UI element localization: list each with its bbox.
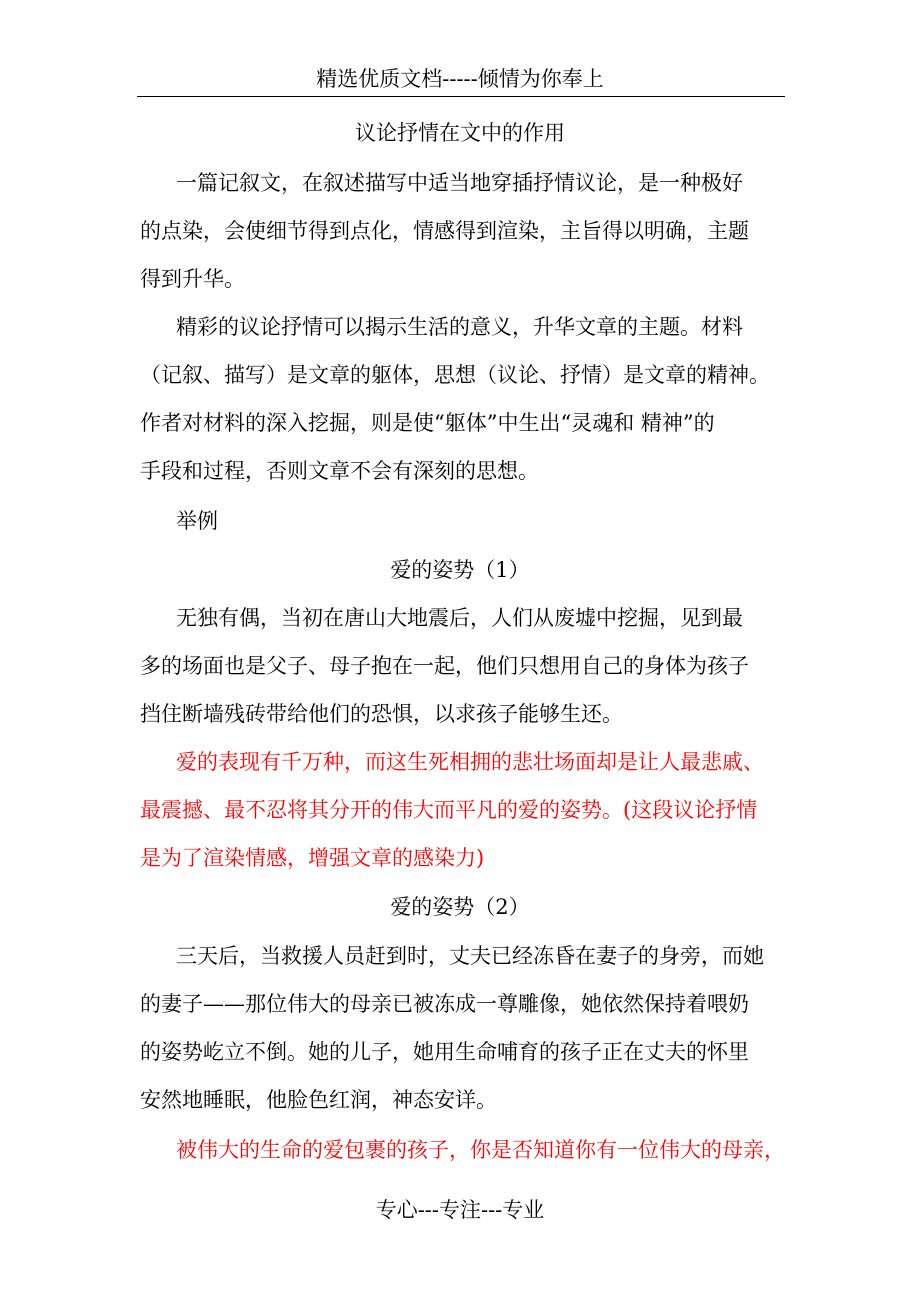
paragraph-line: 精彩的议论抒情可以揭示生活的意义，升华文章的主题。材料 — [176, 315, 743, 339]
paragraph-line: 挡住断墙残砖带给他们的恐惧，以求孩子能够生还。 — [140, 702, 623, 726]
paragraph-line: 一篇记叙文，在叙述描写中适当地穿插抒情议论，是一种极好 — [176, 171, 743, 195]
paragraph-line: 的姿势屹立不倒。她的儿子，她用生命哺育的孩子正在丈夫的怀里 — [140, 1040, 749, 1064]
commentary-line: 爱的表现有千万种，而这生死相拥的悲壮场面却是让人最悲戚、 — [176, 750, 764, 774]
paragraph-line: 得到升华。 — [140, 267, 245, 291]
paragraph-line: 安然地睡眠，他脸色红润，神态安详。 — [140, 1088, 497, 1112]
paragraph-line: 手段和过程，否则文章不会有深刻的思想。 — [140, 459, 539, 483]
paragraph-line: 三天后，当救援人员赶到时，丈夫已经冻昏在妻子的身旁，而她 — [176, 944, 764, 968]
commentary-line: 被伟大的生命的爱包裹的孩子，你是否知道你有一位伟大的母亲， — [176, 1138, 785, 1162]
document-title: 议论抒情在文中的作用 — [355, 121, 565, 145]
paragraph-line: 的点染，会使细节得到点化，情感得到渲染，主旨得以明确，主题 — [140, 219, 749, 243]
section-title: 爱的姿势（1） — [390, 558, 530, 582]
page-footer: 专心---专注---专业 — [375, 1198, 545, 1222]
commentary-line: 最震撼、最不忍将其分开的伟大而平凡的爱的姿势。(这段议论抒情 — [140, 798, 758, 822]
paragraph-line: 的妻子——那位伟大的母亲已被冻成一尊雕像，她依然保持着喂奶 — [140, 992, 749, 1016]
paragraph-line: （记叙、描写）是文章的躯体，思想（议论、抒情）是文章的精神。 — [140, 363, 770, 387]
page-header: 精选优质文档-----倾情为你奉上 — [316, 67, 604, 91]
section-title: 爱的姿势（2） — [390, 895, 530, 919]
paragraph-line: 作者对材料的深入挖掘，则是使“躯体”中生出“灵魂和 精神”的 — [140, 411, 715, 435]
example-label: 举例 — [176, 509, 218, 533]
paragraph-line: 无独有偶，当初在唐山大地震后，人们从废墟中挖掘，见到最 — [176, 606, 743, 630]
commentary-line: 是为了渲染情感，增强文章的感染力) — [140, 846, 485, 870]
header-divider — [137, 96, 785, 97]
paragraph-line: 多的场面也是父子、母子抱在一起，他们只想用自己的身体为孩子 — [140, 654, 749, 678]
